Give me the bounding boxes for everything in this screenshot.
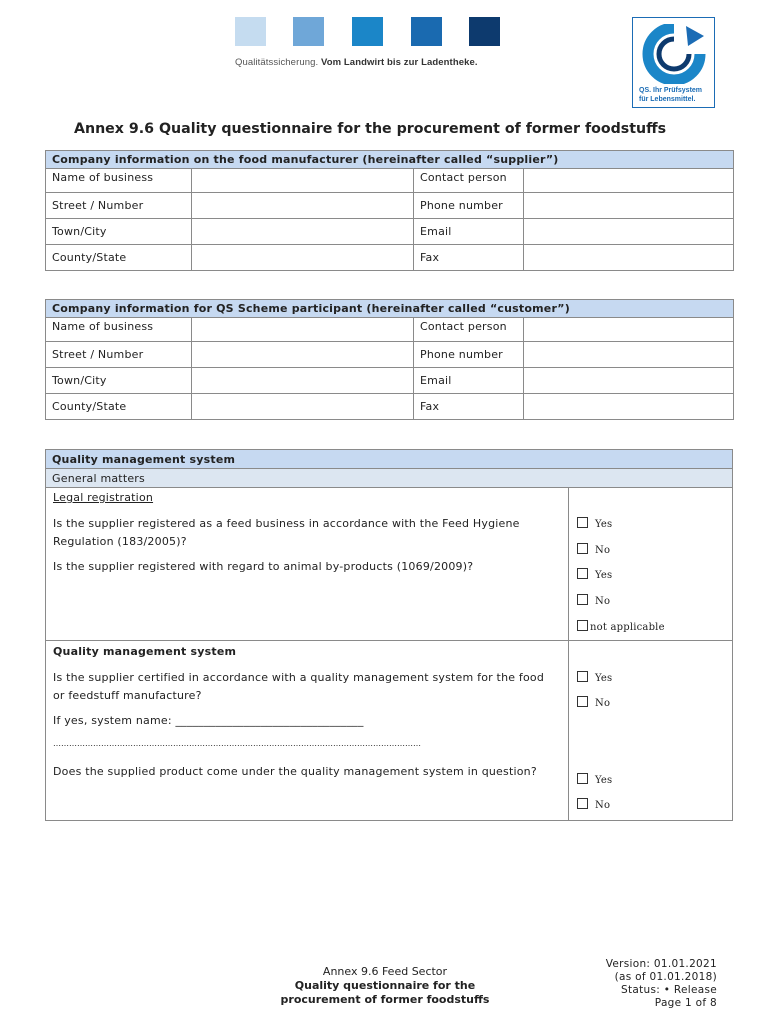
logo-line-1: QS. Ihr Prüfsystem <box>639 87 703 94</box>
footer-doc-title-2: procurement of former foodstuffs <box>280 993 490 1006</box>
checkbox-icon <box>577 594 588 605</box>
footer-as-of: (as of 01.01.2018) <box>614 971 717 983</box>
checkbox-label: Yes <box>595 570 613 581</box>
brand-square <box>352 17 383 46</box>
field-label: Contact person <box>414 169 524 193</box>
qms-header: Quality management system <box>46 450 732 469</box>
table-row <box>46 169 734 193</box>
q1-no-checkbox[interactable] <box>577 543 610 556</box>
field-label: Email <box>414 368 524 394</box>
customer-fax-field[interactable] <box>524 394 734 420</box>
customer-info-table <box>45 299 734 420</box>
footer-status: Status: • Release <box>621 984 717 996</box>
qms-section-title: Quality management system <box>53 645 237 658</box>
field-label: Name of business <box>46 318 192 342</box>
quality-management-section <box>45 449 733 821</box>
customer-town-field[interactable] <box>192 368 414 394</box>
q1-yes-checkbox[interactable] <box>577 517 612 530</box>
table-row <box>46 219 734 245</box>
customer-email-field[interactable] <box>524 368 734 394</box>
field-label: County/State <box>46 394 192 420</box>
footer-page-number: Page 1 of 8 <box>654 997 717 1009</box>
legal-registration-heading: Legal registration <box>53 491 154 504</box>
supplier-info-table <box>45 150 734 271</box>
checkbox-icon <box>577 568 588 579</box>
qs-logo <box>632 17 715 108</box>
row-divider <box>46 640 732 641</box>
checkbox-label: No <box>595 596 611 607</box>
q3-no-checkbox[interactable] <box>577 696 610 709</box>
footer-center <box>265 965 505 1007</box>
footer-annex: Annex 9.6 Feed Sector <box>322 965 448 978</box>
tagline-bold: Vom Landwirt bis zur Ladentheke. <box>320 57 478 68</box>
table-header-row <box>46 300 734 318</box>
q2-no-checkbox[interactable] <box>577 594 610 607</box>
supplier-fax-field[interactable] <box>524 245 734 271</box>
field-label: Fax <box>414 245 524 271</box>
field-label: Email <box>414 219 524 245</box>
customer-business-name-field[interactable] <box>192 318 414 342</box>
footer-right <box>606 958 717 1010</box>
checkbox-icon <box>577 696 588 707</box>
customer-county-field[interactable] <box>192 394 414 420</box>
q4-yes-checkbox[interactable] <box>577 773 612 786</box>
checkbox-icon <box>577 517 588 528</box>
q2-not-applicable-checkbox[interactable] <box>577 620 665 633</box>
question-1-line-2: Regulation (183/2005)? <box>53 535 187 548</box>
system-name-field[interactable]: If yes, system name: _________________________________ <box>53 714 364 727</box>
table-row <box>46 193 734 219</box>
field-label: Fax <box>414 394 524 420</box>
checkbox-icon <box>577 671 588 682</box>
field-label: Town/City <box>46 219 192 245</box>
tagline-regular: Qualitätssicherung. <box>235 57 319 68</box>
supplier-county-field[interactable] <box>192 245 414 271</box>
table-row <box>46 245 734 271</box>
brand-square <box>469 17 500 46</box>
checkbox-label: Yes <box>595 775 613 786</box>
brand-square <box>293 17 324 46</box>
table-row <box>46 318 734 342</box>
table-row <box>46 342 734 368</box>
customer-street-field[interactable] <box>192 342 414 368</box>
supplier-street-field[interactable] <box>192 193 414 219</box>
dotted-line: ………………………………………………………………………………………………………………………… <box>53 739 421 748</box>
page-title: Annex 9.6 Quality questionnaire for the procurement of former foodstuffs <box>74 121 667 137</box>
field-label: Town/City <box>46 368 192 394</box>
q3-yes-checkbox[interactable] <box>577 671 612 684</box>
table-row <box>46 368 734 394</box>
supplier-email-field[interactable] <box>524 219 734 245</box>
logo-line-2: für Lebensmittel. <box>639 96 696 103</box>
footer-version: Version: 01.01.2021 <box>605 958 717 970</box>
q2-yes-checkbox[interactable] <box>577 568 612 581</box>
customer-contact-person-field[interactable] <box>524 318 734 342</box>
customer-table-header: Company information for QS Scheme participant (hereinafter called “customer”) <box>46 300 734 318</box>
supplier-table-header: Company information on the food manufacturer (hereinafter called “supplier”) <box>46 151 734 169</box>
checkbox-label: Yes <box>595 673 613 684</box>
field-label: County/State <box>46 245 192 271</box>
checkbox-label: No <box>595 800 611 811</box>
checkbox-icon <box>577 620 588 631</box>
qs-logo-icon <box>642 24 706 84</box>
checkbox-label: No <box>595 545 611 556</box>
supplier-contact-person-field[interactable] <box>524 169 734 193</box>
field-label: Street / Number <box>46 193 192 219</box>
question-3-line-2: or feedstuff manufacture? <box>53 689 202 702</box>
table-row <box>46 394 734 420</box>
field-label: Phone number <box>414 342 524 368</box>
brand-square <box>411 17 442 46</box>
supplier-phone-field[interactable] <box>524 193 734 219</box>
checkbox-icon <box>577 543 588 554</box>
qms-subheader: General matters <box>46 469 732 488</box>
footer-doc-title-1: Quality questionnaire for the <box>294 979 476 992</box>
field-label: Name of business <box>46 169 192 193</box>
checkbox-label: not applicable <box>590 622 665 633</box>
supplier-business-name-field[interactable] <box>192 169 414 193</box>
checkbox-icon <box>577 798 588 809</box>
checkbox-label: Yes <box>595 519 613 530</box>
customer-phone-field[interactable] <box>524 342 734 368</box>
brand-square <box>235 17 266 46</box>
checkbox-icon <box>577 773 588 784</box>
table-header-row <box>46 151 734 169</box>
column-divider <box>568 488 569 820</box>
question-2: Is the supplier registered with regard to animal by-products (1069/2009)? <box>53 560 474 573</box>
tagline <box>235 57 505 68</box>
q4-no-checkbox[interactable] <box>577 798 610 811</box>
checkbox-label: No <box>595 698 611 709</box>
question-4: Does the supplied product come under the quality management system in question? <box>53 765 537 778</box>
supplier-town-field[interactable] <box>192 219 414 245</box>
field-label: Contact person <box>414 318 524 342</box>
field-label: Phone number <box>414 193 524 219</box>
question-3-line-1: Is the supplier certified in accordance with a quality management system for the food <box>53 671 545 684</box>
field-label: Street / Number <box>46 342 192 368</box>
question-1-line-1: Is the supplier registered as a feed business in accordance with the Feed Hygiene <box>53 517 520 530</box>
